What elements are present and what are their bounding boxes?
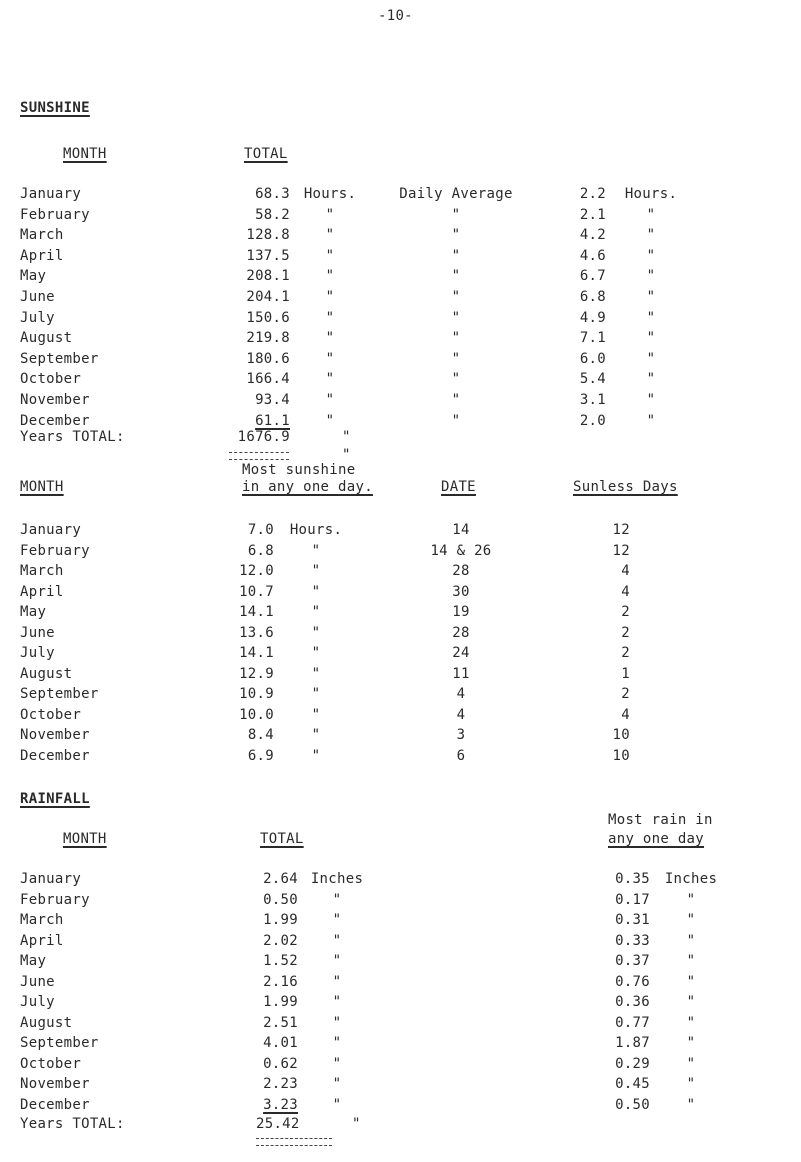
most-rain-unit: " [686, 1055, 696, 1072]
rainfall-unit: " [332, 973, 342, 990]
most-sunshine-date-header: DATE [441, 479, 476, 495]
most-sunshine-date: 14 [452, 522, 470, 538]
month-label: February [20, 891, 90, 908]
rainfall-total: 1.99 [263, 994, 298, 1010]
month-label: November [20, 1076, 90, 1092]
daily-average: 2.0 [579, 412, 606, 429]
month-label: January [20, 871, 82, 887]
month-label: September [20, 686, 99, 702]
month-label: May [20, 953, 47, 969]
rainfall-unit: " [332, 932, 342, 949]
sunshine-unit: Hours. [303, 186, 357, 202]
rainfall-unit: " [332, 912, 342, 928]
daily-average-unit: " [646, 268, 656, 285]
most-sunshine-unit: " [311, 747, 321, 764]
most-sunshine-hours: 14.1 [239, 604, 274, 620]
month-label: October [20, 371, 82, 388]
sunshine-total: 219.8 [246, 330, 290, 347]
month-label: February [20, 206, 90, 223]
month-label: June [20, 289, 55, 305]
daily-average: 5.4 [579, 371, 606, 388]
most-rain-unit: " [686, 1014, 696, 1031]
most-sunshine-hours: 12.0 [239, 563, 274, 579]
most-sunshine-hours: 13.6 [239, 624, 274, 641]
most-rain-header-line2: any one day [608, 831, 705, 847]
sunless-days: 2 [621, 686, 630, 702]
sunless-days-header: Sunless Days [573, 479, 678, 495]
sunshine-years-total-label: Years TOTAL: [20, 429, 125, 445]
month-label: July [20, 994, 55, 1010]
daily-average-label: " [451, 206, 461, 223]
sunshine-total: 204.1 [246, 289, 290, 305]
most-sunshine-date: 3 [456, 727, 466, 743]
daily-average: 4.2 [579, 227, 606, 244]
most-sunshine-unit: " [311, 706, 321, 723]
most-rain: 0.35 [615, 871, 650, 887]
rainfall-total: 2.02 [263, 932, 298, 949]
most-rain-unit: " [686, 994, 696, 1010]
month-label: September [20, 1035, 99, 1051]
sunshine-unit: " [325, 350, 335, 367]
most-sunshine-hours: 6.9 [247, 747, 274, 764]
most-sunshine-date: 28 [452, 563, 470, 579]
month-label: May [20, 604, 47, 620]
sunless-days: 12 [612, 522, 630, 538]
daily-average-unit: " [646, 206, 656, 223]
most-sunshine-date: 24 [452, 645, 470, 661]
rainfall-total: 2.16 [263, 973, 298, 990]
most-sunshine-unit: " [311, 604, 321, 620]
most-sunshine-unit: " [311, 665, 321, 682]
month-label: July [20, 309, 55, 326]
month-label: September [20, 350, 99, 367]
sunless-days: 4 [621, 583, 630, 600]
most-rain-unit: " [686, 912, 696, 928]
daily-average-label: Daily Average [399, 186, 513, 202]
month-label: December [20, 1096, 90, 1113]
rainfall-total: 1.99 [263, 912, 298, 928]
daily-average: 3.1 [579, 392, 606, 408]
month-label: March [20, 227, 64, 244]
rainfall-month-header: MONTH [63, 831, 107, 847]
most-sunshine-date: 19 [452, 604, 470, 620]
most-rain: 0.31 [615, 912, 650, 928]
most-sunshine-hours: 8.4 [247, 727, 274, 743]
rainfall-unit: Inches [310, 871, 364, 887]
daily-average: 6.0 [579, 350, 606, 367]
rainfall-total: 4.01 [263, 1035, 298, 1051]
month-label: June [20, 624, 55, 641]
daily-average-label: " [451, 268, 461, 285]
sunshine-total: 128.8 [246, 227, 290, 244]
rainfall-unit: " [332, 953, 342, 969]
most-sunshine-unit: " [311, 686, 321, 702]
most-sunshine-hours: 10.9 [239, 686, 274, 702]
sunshine-unit: " [325, 206, 335, 223]
rainfall-total: 0.62 [263, 1055, 298, 1072]
most-rain-unit: Inches [664, 871, 718, 887]
month-label: December [20, 747, 90, 764]
sunshine-total: 208.1 [246, 268, 290, 285]
daily-average-label: " [451, 227, 461, 244]
month-label: February [20, 542, 90, 559]
sunshine-unit: " [325, 412, 335, 429]
sunshine-unit: " [325, 227, 335, 244]
rainfall-unit: " [332, 1014, 342, 1031]
most-sunshine-date: 4 [456, 686, 466, 702]
most-rain: 0.77 [615, 1014, 650, 1031]
month-label: August [20, 330, 73, 347]
sunless-days: 10 [612, 747, 630, 764]
most-rain: 0.45 [615, 1076, 650, 1092]
sunless-days: 4 [621, 706, 630, 723]
sunless-days: 2 [621, 645, 630, 661]
most-sunshine-month-header: MONTH [20, 479, 64, 495]
daily-average-unit: " [646, 289, 656, 305]
daily-average-unit: " [646, 247, 656, 264]
sunshine-unit: " [325, 309, 335, 326]
daily-average: 2.1 [579, 206, 606, 223]
sunshine-total: 58.2 [255, 206, 290, 223]
month-label: November [20, 727, 90, 743]
rainfall-total-header: TOTAL [260, 831, 304, 847]
sunless-days: 10 [612, 727, 630, 743]
daily-average-unit: " [646, 392, 656, 408]
most-rain: 0.76 [615, 973, 650, 990]
daily-average: 6.7 [579, 268, 606, 285]
sunshine-total: 166.4 [246, 371, 290, 388]
daily-average-label: " [451, 350, 461, 367]
sunshine-heading: SUNSHINE [20, 100, 90, 116]
most-sunshine-date: 11 [452, 665, 470, 682]
sunshine-month-header: MONTH [63, 146, 107, 162]
month-label: August [20, 1014, 73, 1031]
rainfall-years-total-label: Years TOTAL: [20, 1116, 125, 1132]
most-sunshine-hours: 10.0 [239, 706, 274, 723]
most-rain-unit: " [686, 891, 696, 908]
sunshine-years-total: 1676.9 [237, 429, 290, 445]
rainfall-unit: " [332, 1076, 342, 1092]
month-label: December [20, 412, 90, 429]
sunshine-unit: " [325, 330, 335, 347]
rainfall-unit: " [332, 994, 342, 1010]
most-rain-unit: " [686, 973, 696, 990]
daily-average: 7.1 [579, 330, 606, 347]
most-rain: 1.87 [615, 1035, 650, 1051]
sunshine-total: 180.6 [246, 350, 290, 367]
rainfall-total: 0.50 [263, 891, 298, 908]
sunshine-years-total-unit-2: " [342, 447, 351, 463]
daily-average: 4.9 [579, 309, 606, 326]
month-label: October [20, 706, 82, 723]
sunshine-total-double-rule [229, 452, 289, 460]
most-sunshine-unit: " [311, 624, 321, 641]
most-sunshine-unit: " [311, 563, 321, 579]
most-rain-header-line1: Most rain in [608, 812, 713, 828]
sunless-days: 12 [612, 542, 630, 559]
most-sunshine-header-line1: Most sunshine [242, 462, 356, 478]
most-sunshine-unit: " [311, 583, 321, 600]
daily-average-unit: " [646, 350, 656, 367]
most-rain: 0.36 [615, 994, 650, 1010]
sunshine-unit: " [325, 392, 335, 408]
rainfall-years-total: 25.42 [256, 1116, 300, 1132]
daily-average: 2.2 [579, 186, 606, 202]
most-sunshine-hours: 10.7 [239, 583, 274, 600]
daily-average-label: " [451, 330, 461, 347]
daily-average: 6.8 [579, 289, 606, 305]
page-number: -10- [378, 8, 413, 24]
rainfall-total: 2.23 [263, 1076, 298, 1092]
rainfall-total: 2.51 [263, 1014, 298, 1031]
most-sunshine-date: 4 [456, 706, 466, 723]
month-label: October [20, 1055, 82, 1072]
most-rain: 0.33 [615, 932, 650, 949]
most-sunshine-unit: " [311, 727, 321, 743]
month-label: May [20, 268, 47, 285]
sunshine-total: 93.4 [255, 392, 290, 408]
sunshine-total: 137.5 [246, 247, 290, 264]
daily-average-unit: " [646, 371, 656, 388]
most-sunshine-date: 28 [452, 624, 470, 641]
rainfall-total-double-rule [256, 1138, 332, 1146]
sunshine-total: 61.1 [255, 412, 290, 429]
most-rain-unit: " [686, 1096, 696, 1113]
rainfall-unit: " [332, 1035, 342, 1051]
most-sunshine-hours: 6.8 [247, 542, 274, 559]
most-sunshine-date: 6 [456, 747, 466, 764]
daily-average: 4.6 [579, 247, 606, 264]
most-rain-unit: " [686, 953, 696, 969]
most-sunshine-unit: Hours. [289, 522, 343, 538]
sunshine-unit: " [325, 371, 335, 388]
most-sunshine-unit: " [311, 542, 321, 559]
daily-average-label: " [451, 371, 461, 388]
month-label: August [20, 665, 73, 682]
rainfall-heading: RAINFALL [20, 791, 90, 807]
daily-average-label: " [451, 309, 461, 326]
sunless-days: 4 [621, 563, 630, 579]
daily-average-unit: " [646, 309, 656, 326]
sunless-days: 1 [621, 665, 630, 682]
most-rain: 0.37 [615, 953, 650, 969]
sunless-days: 2 [621, 624, 630, 641]
month-label: April [20, 932, 64, 949]
most-rain-unit: " [686, 932, 696, 949]
most-sunshine-date: 14 & 26 [430, 542, 492, 559]
sunshine-total: 150.6 [246, 309, 290, 326]
most-rain: 0.50 [615, 1096, 650, 1113]
daily-average-label: " [451, 247, 461, 264]
rainfall-total: 3.23 [263, 1096, 298, 1113]
sunshine-years-total-unit: " [342, 429, 351, 445]
most-rain: 0.29 [615, 1055, 650, 1072]
month-label: July [20, 645, 55, 661]
daily-average-label: " [451, 392, 461, 408]
most-sunshine-date: 30 [452, 583, 470, 600]
most-sunshine-hours: 12.9 [239, 665, 274, 682]
sunshine-total-header: TOTAL [244, 146, 288, 162]
month-label: June [20, 973, 55, 990]
most-rain: 0.17 [615, 891, 650, 908]
rainfall-total: 1.52 [263, 953, 298, 969]
month-label: April [20, 247, 64, 264]
sunshine-total: 68.3 [255, 186, 290, 202]
most-sunshine-header-line2: in any one day. [242, 479, 373, 495]
month-label: March [20, 563, 64, 579]
most-rain-unit: " [686, 1035, 696, 1051]
rainfall-years-total-unit: " [352, 1116, 361, 1132]
most-sunshine-hours: 7.0 [247, 522, 274, 538]
daily-average-unit: Hours. [624, 186, 678, 202]
sunshine-unit: " [325, 268, 335, 285]
rainfall-unit: " [332, 1096, 342, 1113]
daily-average-label: " [451, 412, 461, 429]
rainfall-unit: " [332, 1055, 342, 1072]
daily-average-label: " [451, 289, 461, 305]
rainfall-total: 2.64 [263, 871, 298, 887]
daily-average-unit: " [646, 412, 656, 429]
daily-average-unit: " [646, 330, 656, 347]
sunshine-unit: " [325, 289, 335, 305]
most-sunshine-hours: 14.1 [239, 645, 274, 661]
sunshine-unit: " [325, 247, 335, 264]
month-label: January [20, 186, 82, 202]
rainfall-unit: " [332, 891, 342, 908]
month-label: April [20, 583, 64, 600]
month-label: November [20, 392, 90, 408]
daily-average-unit: " [646, 227, 656, 244]
most-sunshine-unit: " [311, 645, 321, 661]
month-label: January [20, 522, 82, 538]
most-rain-unit: " [686, 1076, 696, 1092]
month-label: March [20, 912, 64, 928]
sunless-days: 2 [621, 604, 630, 620]
